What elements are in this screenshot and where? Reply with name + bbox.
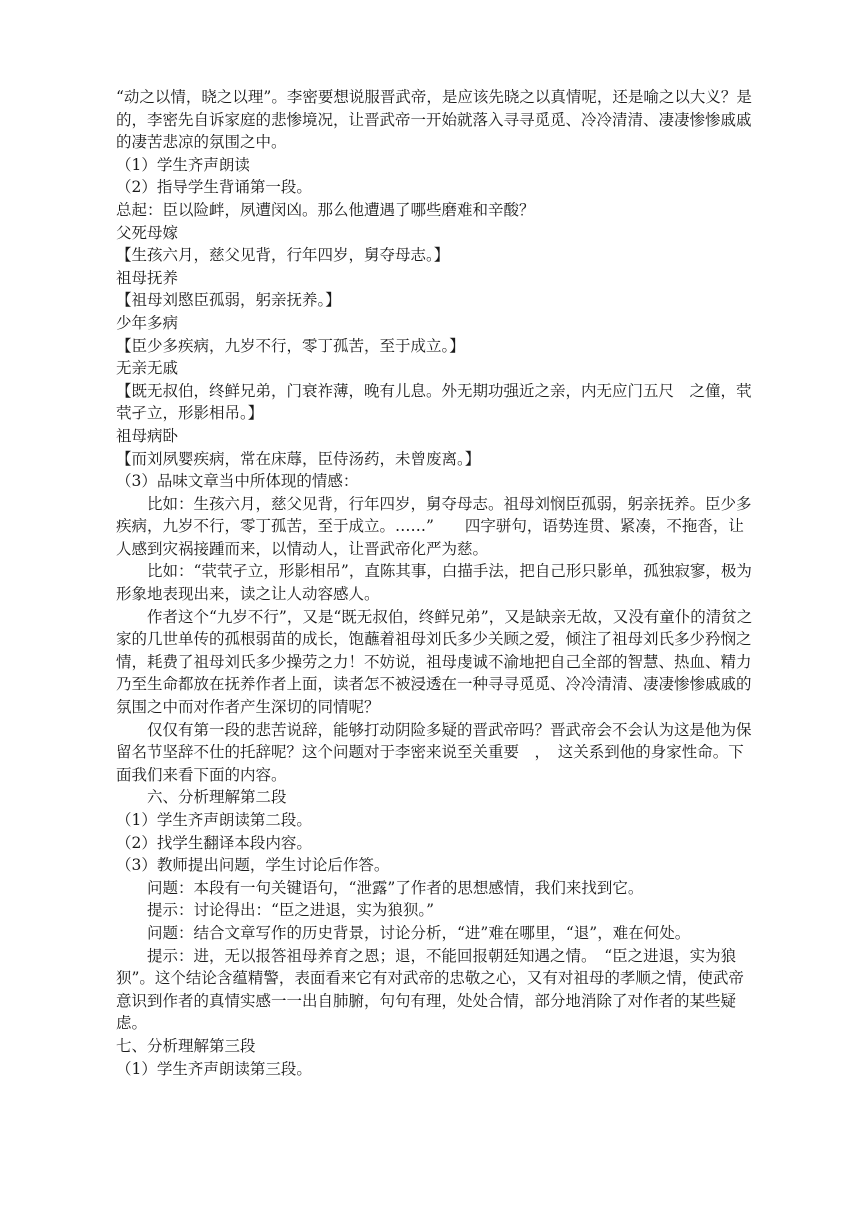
step-read-aloud: （1）学生齐声朗读 <box>116 155 250 174</box>
heading-sickly-youth: 少年多病 <box>116 313 179 332</box>
question-1: 问题：本段有一句关键语句，“泄露”了作者的思想感情，我们来找到它。 <box>147 878 644 897</box>
step-read-second: （1）学生齐声朗读第二段。 <box>116 811 312 829</box>
heading-grandmother-raises: 祖母抚养 <box>116 268 179 287</box>
summary-line: 总起：臣以险衅，夙遭闵凶。那么他遭遇了哪些磨难和辛酸？ <box>116 200 535 219</box>
hint-2: 提示：进，无以报答祖母养育之恩；退，不能回报朝廷知遇之情。 “臣之进退，实为狼狈”。这个结论含蕴精警，表面看来它有对武帝的忠敬之心，又有对祖母的孝顺之情，使武帝意识到作者的真情实感一一出自肺腑，句句有理，处处合情，部分地消除了对作者的某些疑虑。 <box>116 946 744 1033</box>
intro-paragraph: “动之以情，晓之以理”。李密要想说服晋武帝，是应该先晓之以真情呢，还是喻之以大义？是的，李密先自诉家庭的悲惨境况，让晋武帝一开始就落入寻寻觅觅、冷冷清清、凄凄惨惨戚戚的凄苦悲凉的氛围之中。 <box>116 88 752 152</box>
section-heading-7: 七、分析理解第三段 <box>116 1036 256 1055</box>
quote-father-dies: 【生孩六月，慈父见背，行年四岁，舅夺母志。】 <box>116 246 450 265</box>
example-paragraph-1: 比如：生孩六月，慈父见背，行年四岁，舅夺母志。祖母刘悯臣孤弱，躬亲抚养。臣少多疾病，九岁不行，零丁孤苦，至于成立。……” 四字骈句，语势连贯、紧凑，不拖沓，让人感到灾祸接踵而来，以情动人，让晋武帝化严为慈。 <box>116 494 752 558</box>
document-body <box>116 86 756 1080</box>
heading-no-relatives: 无亲无戚 <box>116 359 179 378</box>
example-paragraph-2: 比如：“茕茕孑立，形影相吊”，直陈其事，白描手法，把自己形只影单，孤独寂寥，极为形象地表现出来，读之让人动容感人。 <box>116 562 752 604</box>
quote-sickly-youth: 【臣少多疾病，九岁不行，零丁孤苦，至于成立。】 <box>116 336 465 355</box>
step-translate: （2）找学生翻译本段内容。 <box>116 833 312 852</box>
section-heading-6: 六、分析理解第二段 <box>147 788 287 807</box>
heading-father-dies: 父死母嫁 <box>116 223 179 242</box>
step-recite: （2）指导学生背诵第一段。 <box>116 178 312 197</box>
hint-1: 提示：讨论得出：“臣之进退，实为狼狈。” <box>147 901 435 920</box>
analysis-paragraph: 作者这个“九岁不行”，又是“既无叔伯，终鲜兄弟”，又是缺亲无故，又没有童仆的清贫之家的几世单传的孤根弱苗的成长，饱蘸着祖母刘氏多少关顾之爱，倾注了祖母刘氏多少矜悯之情，耗费了祖母刘氏多少操劳之力！不妨说，祖母虔诚不渝地把自己全部的智慧、热血、精力乃至生命都放在抚养作者上面，读者怎不被浸透在一种寻寻觅觅、冷冷清清、凄凄惨惨戚戚的氛围之中而对作者产生深切的同情呢？ <box>116 607 753 717</box>
question-2: 问题：结合文章写作的历史背景，讨论分析，“进”难在哪里，“退”，难在何处。 <box>147 923 691 942</box>
quote-grandmother-raises: 【祖母刘愍臣孤弱，躬亲抚养。】 <box>116 291 341 310</box>
quote-no-relatives: 【既无叔伯，终鲜兄弟，门衰祚薄，晚有儿息。外无期功强近之亲，内无应门五尺 之僮，茕茕孑立，形影相吊。】 <box>116 381 752 423</box>
step-read-third: （1）学生齐声朗读第三段。 <box>116 1059 312 1078</box>
step-appreciate-emotion: （3）品味文章当中所体现的情感： <box>116 472 359 491</box>
heading-grandmother-ill: 祖母病卧 <box>116 426 179 445</box>
step-teacher-question: （3）教师提出问题，学生讨论后作答。 <box>116 856 390 875</box>
quote-grandmother-ill: 【而刘夙婴疾病，常在床蓐，臣侍汤药，未曾废离。】 <box>116 449 481 468</box>
transition-paragraph: 仅仅有第一段的悲苦说辞，能够打动阴险多疑的晋武帝吗？晋武帝会不会认为这是他为保留名节坚辞不仕的托辞呢？这个问题对于李密来说至关重要 ， 这关系到他的身家性命。下面我们来看下面的内容。 <box>116 720 752 784</box>
